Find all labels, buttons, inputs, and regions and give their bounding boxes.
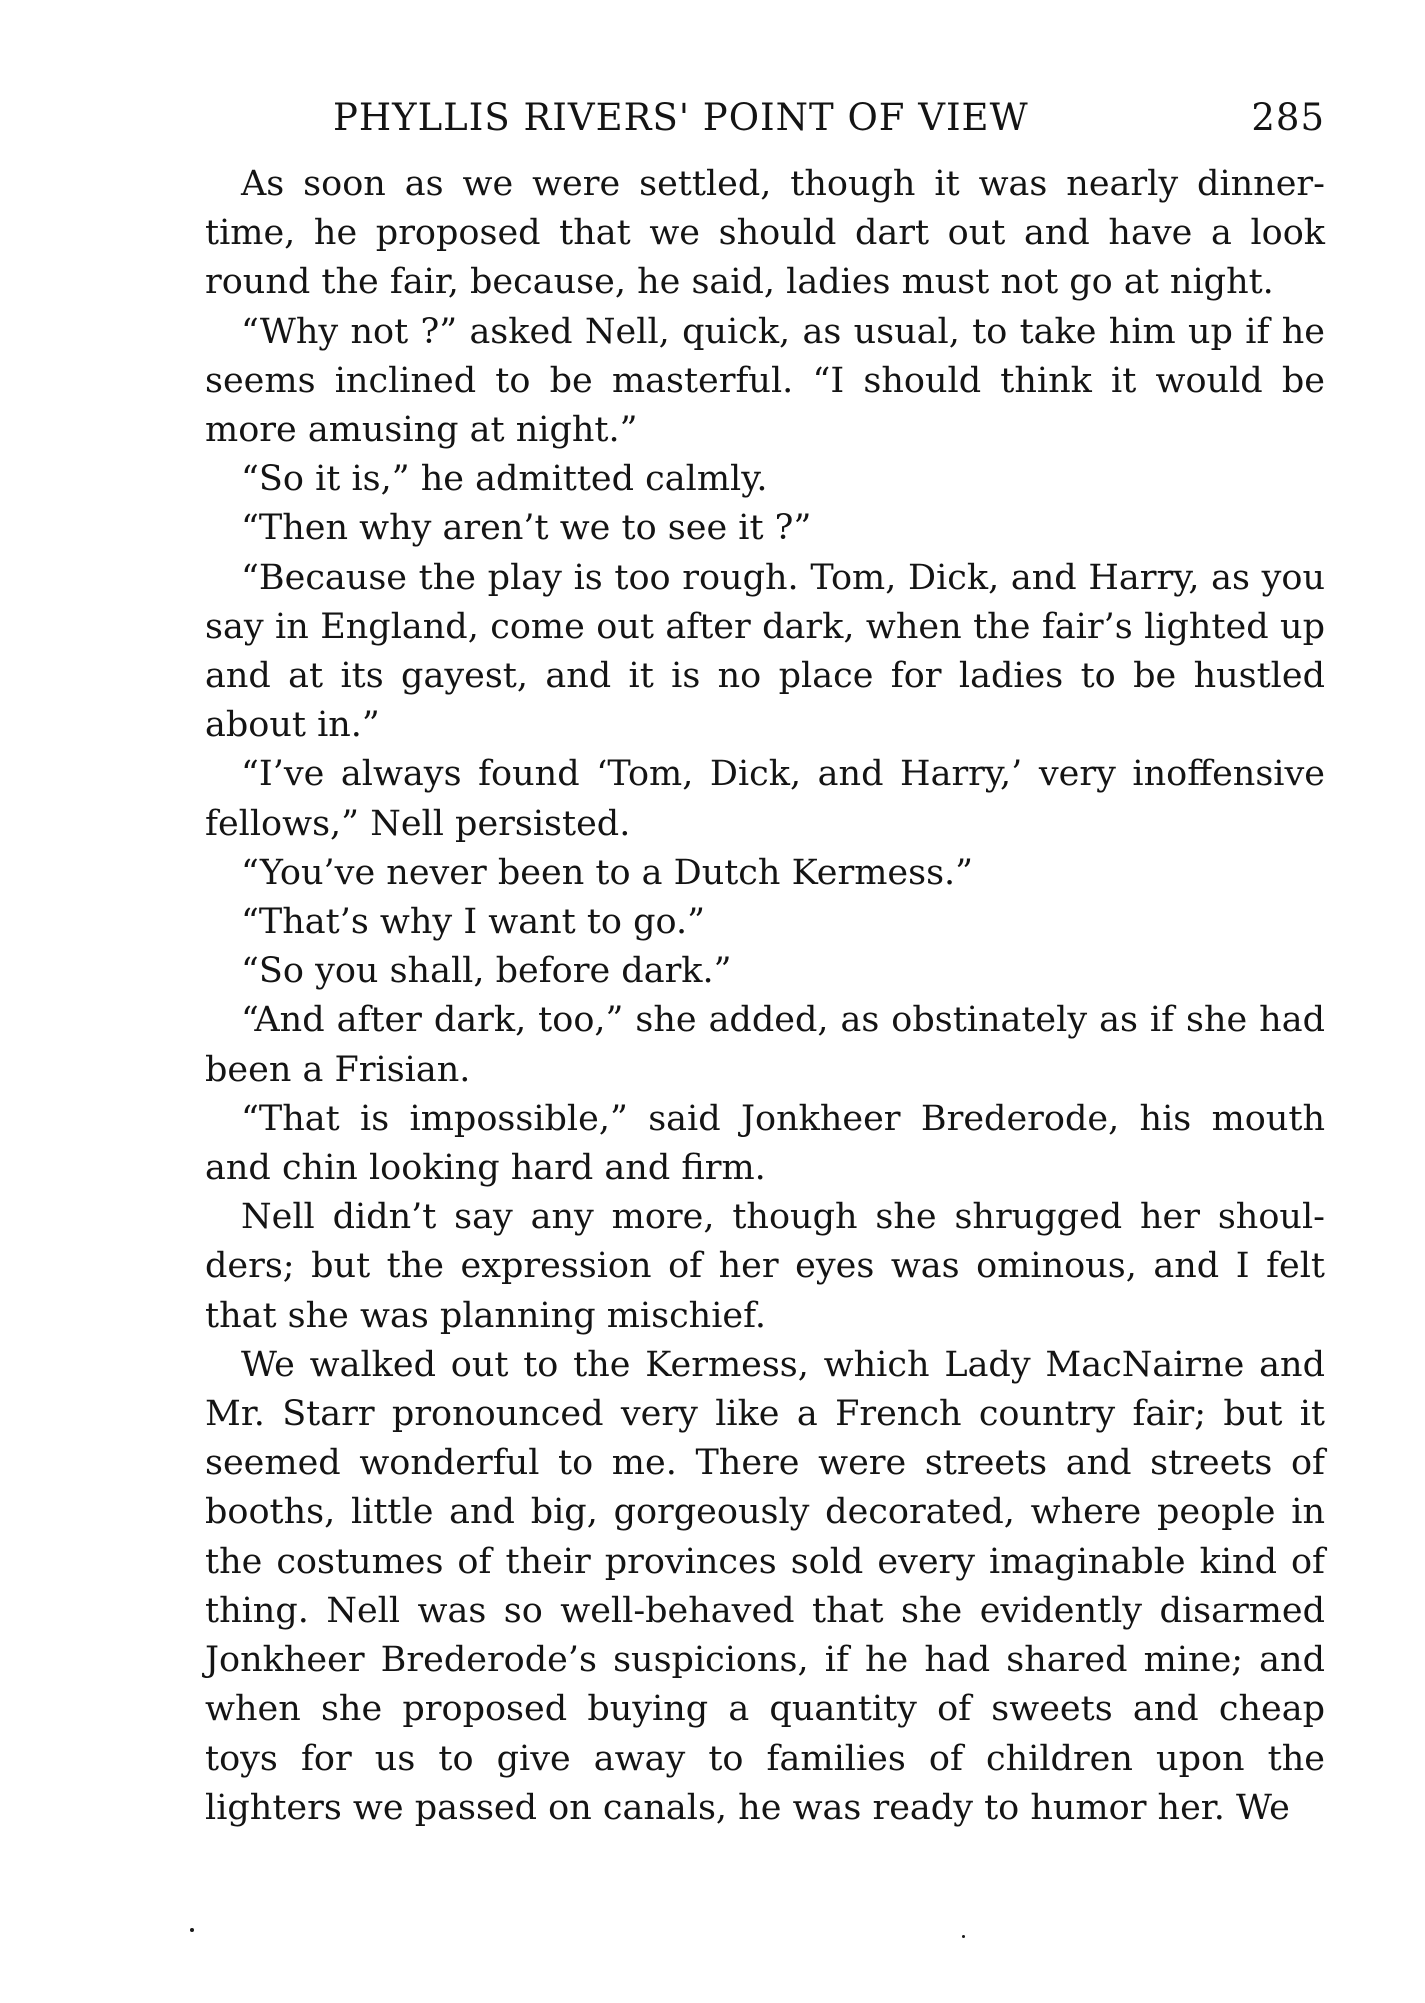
paragraph: “So it is,” he admitted calmly. <box>241 459 768 500</box>
page-number: 285 <box>1251 96 1325 139</box>
paragraph: “So you shall, before dark.” <box>241 951 732 992</box>
scan-speck <box>190 1928 194 1932</box>
paragraph: “And after dark, too,” she added, as obstinately as if she had been a Frisian. <box>205 1000 1325 1090</box>
scan-speck <box>962 1935 965 1938</box>
paragraph: “You’ve never been to a Dutch Kermess.” <box>241 852 974 893</box>
paragraph: “That is impossible,” said Jonkheer Brederode, his mouth and chin looking hard and firm. <box>205 1098 1325 1189</box>
paragraph: “Then why aren’t we to see it ?” <box>241 508 812 549</box>
paragraph: Nell didn’t say any more, though she shrugged her shoulders; but the expression of her eyes was ominous, and I felt that she was planning mischief. <box>205 1197 1325 1336</box>
body-text <box>205 160 1325 1833</box>
paragraph: “I’ve always found ‘Tom, Dick, and Harry,’ very inoffensive fellows,” Nell persisted. <box>205 754 1325 844</box>
running-title: PHYLLIS RIVERS' POINT OF VIEW <box>333 96 1029 139</box>
running-head <box>205 88 1325 148</box>
paragraph: As soon as we were settled, though it was nearly dinnertime, he proposed that we should dart out and have a look round the fair, because, he said, ladies must not go at night. <box>205 164 1325 303</box>
paragraph: “Why not ?” asked Nell, quick, as usual, to take him up if he seems inclined to be masterful. “I should think it would be more amusing at night.” <box>205 311 1325 451</box>
paragraph: We walked out to the Kermess, which Lady MacNairne and Mr. Starr pronounced very like a French country fair; but it seemed wonderful to me. There were streets and streets of booths, little and big, gorgeously decorated, where people in the costumes of their provinces sold every imaginable kind of thing. Nell was so well-behaved that she evidently disarmed Jonkheer Brederode’s suspicions, if he had shared mine; and when she proposed buying a quantity of sweets and cheap toys for us to give away to families of children upon the lighters we passed on canals, he was ready to humor her. We <box>205 1344 1325 1828</box>
paragraph: “Because the play is too rough. Tom, Dick, and Harry, as you say in England, come out after dark, when the fair’s lighted up and at its gayest, and it is no place for ladies to be hustled about in.” <box>205 557 1325 746</box>
paragraph: “That’s why I want to go.” <box>241 902 705 943</box>
